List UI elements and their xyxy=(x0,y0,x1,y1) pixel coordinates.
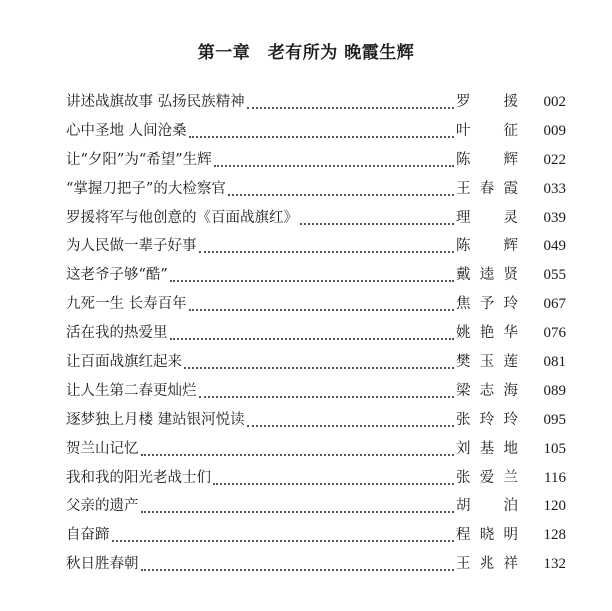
dot-leader xyxy=(199,250,455,253)
toc-entry-page-number: 132 xyxy=(543,556,566,573)
toc-entry xyxy=(66,204,566,233)
toc-entry xyxy=(66,117,566,146)
toc-entry-page-number: 067 xyxy=(543,296,566,313)
toc-entry xyxy=(66,406,566,435)
toc-entry-title: 罗援将军与他创意的《百面战旗红》 xyxy=(66,209,298,226)
dot-leader xyxy=(141,568,455,571)
toc-entry-author: 王春霞 xyxy=(456,180,518,197)
toc-entry xyxy=(66,550,566,579)
toc-entry-author: 叶 征 xyxy=(456,122,518,139)
table-of-contents xyxy=(66,88,566,579)
toc-entry-author: 刘基地 xyxy=(456,440,518,457)
toc-entry-title: 这老爷子够“酷” xyxy=(66,267,168,284)
toc-entry-title: 讲述战旗故事 弘扬民族精神 xyxy=(66,94,245,110)
dot-leader xyxy=(300,222,454,225)
toc-entry-title: 自奋蹄 xyxy=(66,527,110,544)
toc-entry-title: 父亲的遗产 xyxy=(66,498,139,515)
toc-entry-author: 姚艳华 xyxy=(456,325,518,342)
toc-entry-title: “掌握刀把子”的大检察官 xyxy=(66,180,226,197)
dot-leader xyxy=(247,424,454,427)
toc-entry-title: 让“夕阳”为“希望”生辉 xyxy=(66,151,212,168)
toc-entry-page-number: 105 xyxy=(543,440,566,457)
toc-entry-page-number: 081 xyxy=(543,354,566,371)
dot-leader xyxy=(170,337,455,340)
toc-entry-page-number: 022 xyxy=(543,151,566,168)
toc-entry xyxy=(66,232,566,261)
toc-entry-author: 理 灵 xyxy=(456,209,518,226)
toc-entry-page-number: 128 xyxy=(543,527,566,544)
toc-entry-author: 戴逵贤 xyxy=(456,267,518,284)
toc-entry-title: 活在我的热爱里 xyxy=(66,325,168,342)
toc-entry-page-number: 055 xyxy=(543,267,566,284)
toc-entry-title: 心中圣地 人间沧桑 xyxy=(66,122,187,139)
toc-entry-author: 梁志海 xyxy=(456,382,518,399)
toc-entry xyxy=(66,348,566,377)
toc-entry xyxy=(66,435,566,464)
toc-entry-page-number: 002 xyxy=(543,94,566,110)
dot-leader xyxy=(247,106,454,109)
chapter-title: 第一章 老有所为 晚霞生辉 xyxy=(197,43,415,63)
toc-entry-page-number: 120 xyxy=(543,498,566,515)
dot-leader xyxy=(189,135,454,138)
dot-leader xyxy=(141,510,455,513)
toc-entry-title: 为人民做一辈子好事 xyxy=(66,238,197,255)
dot-leader xyxy=(199,395,455,398)
toc-entry-page-number: 039 xyxy=(543,209,566,226)
toc-entry-title: 秋日胜春朝 xyxy=(66,556,139,573)
toc-entry-page-number: 009 xyxy=(543,122,566,139)
toc-entry xyxy=(66,146,566,175)
toc-entry xyxy=(66,319,566,348)
toc-entry xyxy=(66,521,566,550)
toc-entry-author: 焦予玲 xyxy=(456,296,518,313)
toc-entry-page-number: 116 xyxy=(544,469,566,486)
toc-entry-author: 张爱兰 xyxy=(456,469,518,486)
dot-leader xyxy=(189,308,454,311)
toc-entry-author: 王兆祥 xyxy=(456,556,518,573)
toc-entry-author: 陈 辉 xyxy=(456,151,518,168)
toc-entry xyxy=(66,175,566,204)
toc-entry xyxy=(66,492,566,521)
dot-leader xyxy=(170,279,454,282)
dot-leader xyxy=(228,193,454,196)
toc-entry-author: 胡 泊 xyxy=(456,498,518,515)
dot-leader xyxy=(141,453,455,456)
toc-entry-title: 贺兰山记忆 xyxy=(66,440,139,457)
toc-entry xyxy=(66,377,566,406)
toc-entry xyxy=(66,261,566,290)
dot-leader xyxy=(184,366,454,369)
toc-entry-title: 九死一生 长寿百年 xyxy=(66,296,187,313)
toc-entry-page-number: 095 xyxy=(543,411,566,428)
toc-entry-page-number: 049 xyxy=(543,238,566,255)
toc-entry-title: 逐梦独上月楼 建站银河悦读 xyxy=(66,411,245,428)
toc-entry-title: 让百面战旗红起来 xyxy=(66,354,182,371)
toc-entry-author: 张玲玲 xyxy=(456,411,518,428)
dot-leader xyxy=(112,539,455,542)
toc-entry-page-number: 076 xyxy=(543,325,566,342)
dot-leader xyxy=(214,164,454,167)
dot-leader xyxy=(213,482,454,485)
toc-entry-title: 我和我的阳光老战士们 xyxy=(66,469,211,486)
toc-entry xyxy=(66,88,566,117)
toc-entry-author: 程晓明 xyxy=(456,527,518,544)
toc-entry-author: 罗 援 xyxy=(456,94,518,110)
toc-entry-page-number: 033 xyxy=(543,180,566,197)
toc-entry-author: 陈 辉 xyxy=(456,238,518,255)
toc-entry-title: 让人生第二春更灿烂 xyxy=(66,382,197,399)
toc-entry xyxy=(66,464,566,493)
toc-entry-page-number: 089 xyxy=(543,382,566,399)
toc-entry-author: 樊玉莲 xyxy=(456,354,518,371)
toc-entry xyxy=(66,290,566,319)
